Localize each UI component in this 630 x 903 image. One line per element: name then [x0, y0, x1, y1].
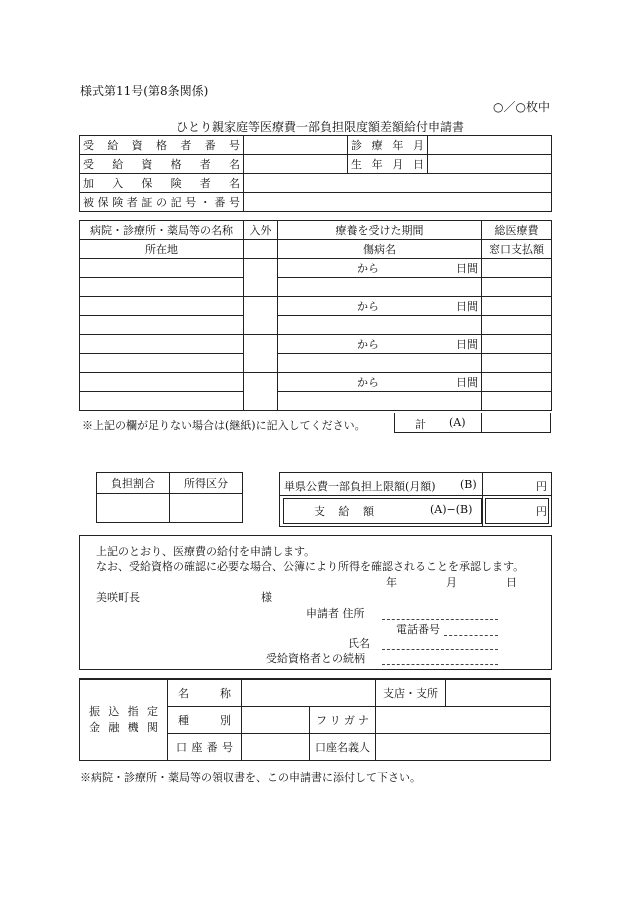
recipient-info-table: [79, 135, 552, 212]
disease-field[interactable]: [278, 316, 482, 335]
branch-label: 支店・支所: [376, 679, 446, 707]
table-row: [80, 297, 552, 316]
total-cost-field[interactable]: [482, 373, 552, 392]
inout-field[interactable]: [244, 259, 278, 297]
table-row: [80, 373, 552, 392]
mayor-honorific: 様: [261, 591, 272, 604]
inout-field[interactable]: [244, 373, 278, 411]
limit-mark: (B): [460, 478, 477, 491]
col-period: 療養を受けた期間: [278, 221, 482, 240]
card-number-label: 被保険者証の記号・番号: [80, 193, 244, 212]
col-window-payment: 窓口支払額: [482, 240, 552, 259]
payment-formula: (A)−(B): [430, 503, 473, 516]
applicant-address-label: 申請者 住所: [306, 607, 365, 620]
bank-table: [79, 678, 551, 761]
payment-label: 支給額: [314, 505, 374, 518]
treatment-month-label: 診療年月: [348, 136, 428, 155]
medical-table: [79, 220, 552, 411]
phone-label: 電話番号: [396, 623, 440, 636]
application-box: [79, 535, 552, 670]
phone-line[interactable]: [444, 622, 498, 636]
period-field[interactable]: [278, 259, 482, 278]
overflow-note: ※上記の欄が足りない場合は(継紙)に記入してください。: [82, 419, 366, 432]
col-inout-blank: [244, 240, 278, 259]
relation-line[interactable]: [382, 651, 498, 665]
table-row: [80, 335, 552, 354]
applicant-name-label: 氏名: [348, 637, 370, 650]
burden-ratio-field[interactable]: [97, 494, 170, 523]
application-text-2: なお、受給資格の確認に必要な場合、公簿により所得を確認されることを承認します。: [96, 560, 525, 573]
col-address: 所在地: [80, 240, 244, 259]
disease-field[interactable]: [278, 392, 482, 411]
date-year: 年: [386, 576, 397, 589]
bank-section-label-1: 振込指定: [89, 705, 158, 718]
account-holder-label: 口座名義人: [310, 734, 376, 761]
total-mark: (A): [449, 416, 466, 429]
days-label: 日間: [456, 300, 478, 313]
table-row: [80, 392, 552, 411]
account-type-field[interactable]: [242, 707, 310, 734]
insured-field[interactable]: [244, 174, 552, 193]
hospital-name-field[interactable]: [80, 335, 244, 354]
table-row: [80, 316, 552, 335]
total-cost-field[interactable]: [482, 335, 552, 354]
date-day: 日: [506, 576, 517, 589]
address-line[interactable]: [382, 606, 498, 620]
limit-label: 単県公費一部負担上限額(月額): [284, 480, 436, 493]
limit-divider: [280, 495, 551, 496]
birth-date-field[interactable]: [428, 155, 552, 174]
window-payment-field[interactable]: [482, 278, 552, 297]
bank-section-label: [80, 679, 168, 761]
treatment-month-field[interactable]: [428, 136, 552, 155]
inout-field[interactable]: [244, 297, 278, 335]
recipient-name-label: 受給資格者名: [80, 155, 244, 174]
table-row: [80, 278, 552, 297]
address-field[interactable]: [80, 316, 244, 335]
account-number-label: 口座番号: [168, 734, 242, 761]
col-hospital-name: 病院・診療所・薬局等の名称: [80, 221, 244, 240]
mayor-name: 美咲町長: [96, 591, 140, 604]
recipient-number-label: 受給資格者番号: [80, 136, 244, 155]
from-label: から: [357, 300, 379, 313]
insured-label: 加入保険者名: [80, 174, 244, 193]
bank-name-field[interactable]: [242, 679, 376, 707]
branch-field[interactable]: [446, 679, 551, 707]
disease-field[interactable]: [278, 354, 482, 373]
recipient-number-field[interactable]: [244, 136, 348, 155]
window-payment-field[interactable]: [482, 392, 552, 411]
table-row: [80, 354, 552, 373]
total-label-box: [394, 413, 482, 433]
hospital-name-field[interactable]: [80, 259, 244, 278]
period-field[interactable]: [278, 373, 482, 392]
page-count: ○／○枚中: [493, 100, 550, 114]
col-disease: 傷病名: [278, 240, 482, 259]
form-number: 様式第11号(第8条関係): [80, 84, 209, 98]
total-cost-field[interactable]: [482, 259, 552, 278]
total-field[interactable]: [480, 413, 551, 433]
burden-ratio-label: 負担割合: [97, 473, 170, 494]
form-title: ひとり親家庭等医療費一部負担限度額差額給付申請書: [176, 120, 465, 134]
amount-divider: [482, 473, 483, 526]
account-holder-field[interactable]: [376, 734, 551, 761]
bank-name-label: 名称: [168, 679, 242, 707]
from-label: から: [357, 338, 379, 351]
days-label: 日間: [456, 262, 478, 275]
furigana-label: フリガナ: [310, 707, 376, 734]
window-payment-field[interactable]: [482, 354, 552, 373]
account-number-field[interactable]: [242, 734, 310, 761]
col-inout: 入外: [244, 221, 278, 240]
card-number-field[interactable]: [244, 193, 552, 212]
relation-label: 受給資格者との続柄: [266, 652, 365, 665]
date-month: 月: [446, 576, 457, 589]
from-label: から: [357, 376, 379, 389]
birth-date-label: 生年月日: [348, 155, 428, 174]
total-cost-field[interactable]: [482, 297, 552, 316]
table-row: [80, 259, 552, 278]
burden-table: [96, 472, 243, 523]
col-total-cost: 総医療費: [482, 221, 552, 240]
payment-yen: 円: [536, 505, 547, 518]
bank-section-label-2: 金融機関: [89, 721, 158, 734]
hospital-name-field[interactable]: [80, 297, 244, 316]
period-field[interactable]: [278, 335, 482, 354]
limit-yen: 円: [536, 480, 547, 493]
application-text-1: 上記のとおり、医療費の給付を申請します。: [96, 545, 316, 558]
days-label: 日間: [456, 376, 478, 389]
recipient-name-field[interactable]: [244, 155, 348, 174]
period-field[interactable]: [278, 297, 482, 316]
receipt-note: ※病院・診療所・薬局等の領収書を、この申請書に添付して下さい。: [80, 771, 421, 784]
total-label: 計: [415, 418, 426, 431]
inout-field[interactable]: [244, 335, 278, 373]
disease-field[interactable]: [278, 278, 482, 297]
from-label: から: [357, 262, 379, 275]
income-category-field[interactable]: [170, 494, 243, 523]
account-type-label: 種別: [168, 707, 242, 734]
window-payment-field[interactable]: [482, 316, 552, 335]
hospital-name-field[interactable]: [80, 373, 244, 392]
address-field[interactable]: [80, 278, 244, 297]
address-field[interactable]: [80, 354, 244, 373]
address-field[interactable]: [80, 392, 244, 411]
furigana-field[interactable]: [376, 707, 551, 734]
limit-payment-box: [279, 472, 552, 527]
income-category-label: 所得区分: [170, 473, 243, 494]
name-line[interactable]: [382, 636, 498, 650]
days-label: 日間: [456, 338, 478, 351]
